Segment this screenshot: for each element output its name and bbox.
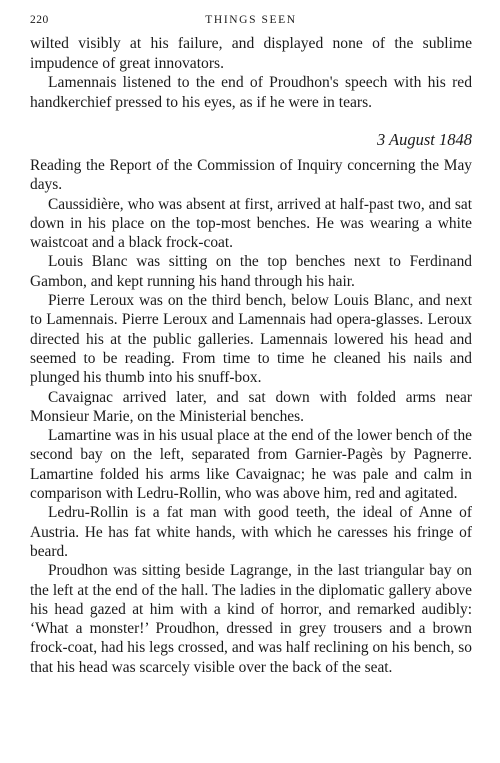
paragraph: Ledru-Rollin is a fat man with good teeth, the ideal of Anne of Austria. He has fat white hands, with which he caresses his fringe of beard. [30, 504, 472, 560]
paragraph: Reading the Report of the Commission of Inquiry concerning the May days. [30, 157, 472, 194]
paragraph: Pierre Leroux was on the third bench, below Louis Blanc, and next to Lamennais. Pierre Leroux and Lamennais had opera-glasses. Leroux directed his at the public galleries. Lamennais lowered his head and seemed to be reading. From time to time he cleaned his nails and plunged his thumb into his snuff-box. [30, 292, 472, 387]
paragraph: Caussidière, who was absent at first, arrived at half-past two, and sat down in his place on the top-most benches. He was wearing a white waistcoat and a black frock-coat. [30, 195, 472, 252]
paragraph: Lamennais listened to the end of Proudhon's speech with his red handkerchief pressed to his eyes, as if he were in tears. [30, 74, 472, 111]
continued-text [30, 34, 472, 112]
paragraph: Louis Blanc was sitting on the top benches next to Ferdinand Gambon, and kept running his hand through his hair. [30, 253, 472, 290]
entry-date: 3 August 1848 [376, 130, 472, 149]
book-page [30, 14, 472, 677]
paragraph: Cavaignac arrived later, and sat down with folded arms near Monsieur Marie, on the Ministerial benches. [30, 388, 472, 425]
book-title: THINGS SEEN [205, 14, 297, 26]
paragraph: Proudhon was sitting beside Lagrange, in the last triangular bay on the left at the end of the hall. The ladies in the diplomatic gallery above his head gazed at him with a kind of horror, and remarked audibly: ‘What a monster!’ Proudhon, dressed in grey trousers and a brown frock-coat, had his legs crossed, and was half reclining on his bench, so that his head was scarcely visible over the back of the seat. [30, 562, 472, 676]
running-head [30, 14, 472, 34]
page-number: 220 [30, 14, 49, 26]
paragraph: Lamartine was in his usual place at the end of the lower bench of the second bay on the left, separated from Garnier-Pagès by Pagnerre. Lamartine folded his arms like Cavaignac; he was pale and calm in comparison with Ledru-Rollin, who was above him, red and agitated. [30, 427, 472, 503]
paragraph: wilted visibly at his failure, and displayed none of the sublime impudence of great innovators. [30, 35, 472, 72]
entry-text [30, 156, 472, 677]
